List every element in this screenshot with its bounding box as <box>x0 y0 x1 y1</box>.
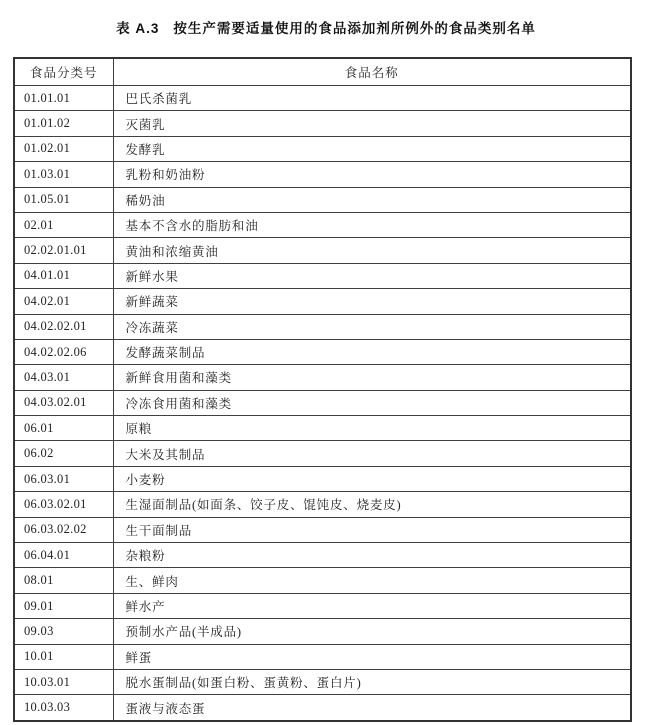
table-row <box>14 314 631 339</box>
food-name-cell: 生干面制品 <box>113 517 631 542</box>
table-row <box>14 416 631 441</box>
category-number-cell: 02.02.01.01 <box>14 238 113 263</box>
food-name-cell: 冷冻蔬菜 <box>113 314 631 339</box>
category-number-cell: 06.01 <box>14 416 113 441</box>
category-number-cell: 09.03 <box>14 619 113 644</box>
table-row <box>14 289 631 314</box>
table-row <box>14 695 631 721</box>
food-name-cell: 小麦粉 <box>113 466 631 491</box>
table-row <box>14 263 631 288</box>
table-row <box>14 86 631 111</box>
table-caption <box>0 17 652 37</box>
table-caption-label: 表 A.3 <box>116 21 160 36</box>
category-number-cell: 09.01 <box>14 593 113 618</box>
header-food-name: 食品名称 <box>113 58 631 86</box>
table-row <box>14 492 631 517</box>
table-row <box>14 543 631 568</box>
table-body <box>14 86 631 721</box>
table-row <box>14 466 631 491</box>
category-number-cell: 04.02.02.06 <box>14 339 113 364</box>
table-row <box>14 238 631 263</box>
category-number-cell: 06.04.01 <box>14 543 113 568</box>
table-row <box>14 162 631 187</box>
category-number-cell: 08.01 <box>14 568 113 593</box>
header-category-number: 食品分类号 <box>14 58 113 86</box>
food-name-cell: 乳粉和奶油粉 <box>113 162 631 187</box>
table-row <box>14 568 631 593</box>
category-number-cell: 10.03.01 <box>14 669 113 694</box>
food-name-cell: 原粮 <box>113 416 631 441</box>
table-row <box>14 619 631 644</box>
table-row <box>14 365 631 390</box>
food-name-cell: 发酵蔬菜制品 <box>113 339 631 364</box>
category-number-cell: 06.02 <box>14 441 113 466</box>
food-name-cell: 新鲜蔬菜 <box>113 289 631 314</box>
food-name-cell: 杂粮粉 <box>113 543 631 568</box>
food-name-cell: 生湿面制品(如面条、饺子皮、馄饨皮、烧麦皮) <box>113 492 631 517</box>
food-name-cell: 冷冻食用菌和藻类 <box>113 390 631 415</box>
food-name-cell: 预制水产品(半成品) <box>113 619 631 644</box>
category-number-cell: 06.03.02.01 <box>14 492 113 517</box>
table-row <box>14 136 631 161</box>
food-name-cell: 生、鲜肉 <box>113 568 631 593</box>
food-name-cell: 脱水蛋制品(如蛋白粉、蛋黄粉、蛋白片) <box>113 669 631 694</box>
food-name-cell: 新鲜食用菌和藻类 <box>113 365 631 390</box>
category-number-cell: 04.03.01 <box>14 365 113 390</box>
category-number-cell: 06.03.01 <box>14 466 113 491</box>
category-number-cell: 04.03.02.01 <box>14 390 113 415</box>
table-row <box>14 390 631 415</box>
food-name-cell: 大米及其制品 <box>113 441 631 466</box>
food-name-cell: 灭菌乳 <box>113 111 631 136</box>
category-number-cell: 04.02.01 <box>14 289 113 314</box>
header-row <box>14 58 631 86</box>
category-number-cell: 04.02.02.01 <box>14 314 113 339</box>
category-number-cell: 01.05.01 <box>14 187 113 212</box>
table-row <box>14 111 631 136</box>
food-name-cell: 鲜蛋 <box>113 644 631 669</box>
category-number-cell: 01.02.01 <box>14 136 113 161</box>
table-row <box>14 187 631 212</box>
food-name-cell: 基本不含水的脂肪和油 <box>113 212 631 237</box>
category-number-cell: 10.03.03 <box>14 695 113 721</box>
table-caption-text: 按生产需要适量使用的食品添加剂所例外的食品类别名单 <box>173 21 536 36</box>
category-number-cell: 01.01.02 <box>14 111 113 136</box>
category-number-cell: 02.01 <box>14 212 113 237</box>
food-name-cell: 鲜水产 <box>113 593 631 618</box>
category-number-cell: 01.03.01 <box>14 162 113 187</box>
food-category-table <box>13 57 632 722</box>
food-name-cell: 稀奶油 <box>113 187 631 212</box>
category-number-cell: 10.01 <box>14 644 113 669</box>
food-name-cell: 巴氏杀菌乳 <box>113 86 631 111</box>
table-row <box>14 212 631 237</box>
table-row <box>14 441 631 466</box>
table-row <box>14 669 631 694</box>
category-number-cell: 01.01.01 <box>14 86 113 111</box>
table-row <box>14 644 631 669</box>
category-number-cell: 04.01.01 <box>14 263 113 288</box>
table-row <box>14 339 631 364</box>
category-number-cell: 06.03.02.02 <box>14 517 113 542</box>
table-row <box>14 593 631 618</box>
food-name-cell: 新鲜水果 <box>113 263 631 288</box>
food-name-cell: 蛋液与液态蛋 <box>113 695 631 721</box>
food-name-cell: 黄油和浓缩黄油 <box>113 238 631 263</box>
food-name-cell: 发酵乳 <box>113 136 631 161</box>
table-row <box>14 517 631 542</box>
